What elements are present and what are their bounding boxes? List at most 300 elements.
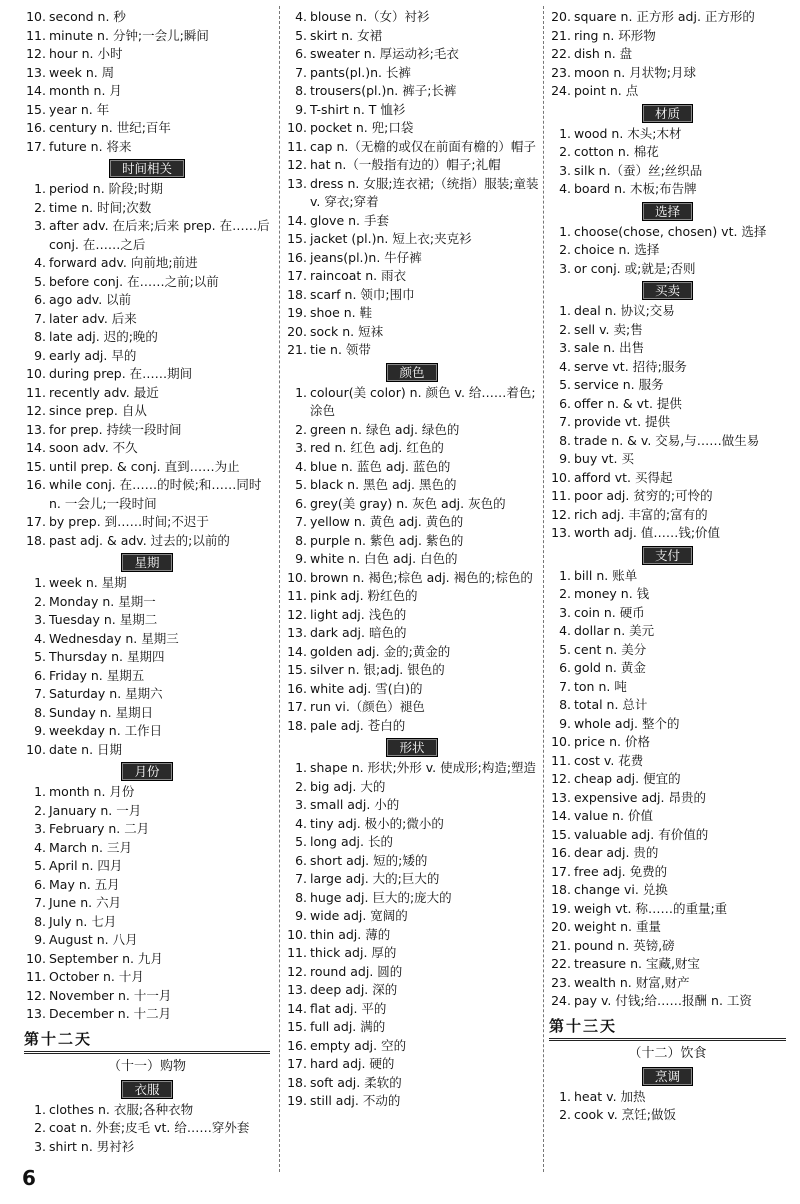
- vocab-entry: [285, 550, 539, 569]
- entry-number: 4.: [559, 623, 571, 638]
- entry-text: weekday n. 工作日: [49, 723, 163, 738]
- entry-number: 15.: [287, 231, 307, 246]
- entry-text: past adj. & adv. 过去的;以前的: [49, 532, 230, 548]
- vocab-entry: [549, 918, 786, 937]
- vocab-entry: [549, 974, 786, 993]
- entry-text: Sunday n. 星期日: [49, 704, 154, 720]
- vocab-entry: [549, 339, 786, 358]
- entry-number: 3.: [559, 162, 571, 178]
- section-header: [549, 280, 786, 300]
- entry-number: 14.: [287, 1000, 307, 1016]
- section-header: [285, 737, 539, 757]
- entry-text: afford vt. 买得起: [574, 469, 673, 485]
- entry-number: 18.: [287, 1074, 307, 1090]
- vocab-entry: [549, 807, 786, 826]
- entry-text: clothes n. 衣服;各种衣物: [49, 1101, 194, 1117]
- entry-text: square n. 正方形 adj. 正方形的: [574, 9, 755, 24]
- vocab-entry: [285, 230, 539, 249]
- entry-number: 10.: [26, 9, 46, 24]
- vocab-entry: [549, 180, 786, 199]
- entry-number: 12.: [287, 606, 307, 622]
- vocab-entry: [285, 759, 539, 778]
- entry-number: 2.: [559, 321, 571, 337]
- entry-text: wood n. 木头;木材: [574, 125, 682, 141]
- entry-number: 4.: [34, 839, 46, 855]
- vocab-entry: [285, 963, 539, 982]
- entry-text: sale n. 出售: [574, 340, 645, 355]
- section-header: [285, 362, 539, 382]
- entry-number: 2.: [559, 144, 571, 159]
- entry-text: by prep. 到……时间;不迟于: [49, 514, 209, 529]
- entry-number: 16.: [287, 1037, 307, 1053]
- vocab-entry: [549, 321, 786, 340]
- entry-number: 11.: [26, 27, 46, 43]
- entry-text: ago adv. 以前: [49, 292, 132, 307]
- vocab-entry: [549, 302, 786, 321]
- entry-text: light adj. 浅色的: [310, 606, 407, 622]
- vocab-entry: [24, 987, 270, 1006]
- vocab-entry: [285, 286, 539, 305]
- entry-text: pants(pl.)n. 长裤: [310, 64, 411, 80]
- vocab-entry: [549, 992, 786, 1011]
- entry-number: 13.: [287, 175, 307, 191]
- entry-number: 6.: [34, 876, 46, 892]
- vocab-entry: [285, 45, 539, 64]
- entry-number: 15.: [287, 662, 307, 677]
- entry-text: recently adv. 最近: [49, 384, 159, 400]
- vocab-entry: [24, 913, 270, 932]
- entry-text: date n. 日期: [49, 741, 123, 757]
- entry-number: 1.: [559, 1088, 571, 1104]
- section-header-label: 烹调: [642, 1067, 693, 1086]
- entry-text: bill n. 账单: [574, 567, 638, 583]
- vocab-entry: [285, 267, 539, 286]
- entry-number: 4.: [559, 358, 571, 374]
- vocab-entry: [549, 715, 786, 734]
- vocab-entry: [549, 622, 786, 641]
- vocab-entry: [24, 254, 270, 273]
- vocab-entry: [24, 820, 270, 839]
- entry-text: trade n. & v. 交易,与……做生易: [574, 432, 760, 448]
- entry-number: 9.: [34, 932, 46, 947]
- vocab-entry: [549, 733, 786, 752]
- column-divider: [543, 6, 544, 1172]
- entry-number: 13.: [287, 982, 307, 997]
- entry-text: whole adj. 整个的: [574, 715, 680, 731]
- entry-text: brown n. 褐色;棕色 adj. 褐色的;棕色的: [310, 569, 533, 585]
- entry-text: free adj. 免费的: [574, 863, 668, 879]
- entry-text: silver n. 银;adj. 银色的: [310, 662, 445, 677]
- vocab-entry: [285, 304, 539, 323]
- vocab-entry: [285, 698, 539, 717]
- day-heading: 第十三天: [549, 1013, 786, 1041]
- entry-number: 9.: [559, 451, 571, 466]
- entry-number: 2.: [34, 1120, 46, 1135]
- entry-number: 3.: [34, 218, 46, 233]
- vocab-entry: [24, 802, 270, 821]
- entry-number: 2.: [559, 586, 571, 601]
- vocab-entry: [285, 1055, 539, 1074]
- entry-number: 21.: [551, 27, 571, 43]
- entry-number: 11.: [26, 384, 46, 400]
- vocab-entry: [549, 82, 786, 101]
- entry-number: 10.: [287, 926, 307, 942]
- vocab-entry: [285, 643, 539, 662]
- entry-text: board n. 木板;布告牌: [574, 181, 697, 196]
- entry-number: 1.: [559, 223, 571, 239]
- entry-number: 18.: [287, 286, 307, 302]
- entry-text: red n. 红色 adj. 红色的: [310, 440, 444, 455]
- vocab-entry: [549, 659, 786, 678]
- vocab-entry: [24, 1101, 270, 1120]
- section-header: [24, 1079, 270, 1099]
- entry-number: 8.: [295, 889, 307, 905]
- entry-text: heat v. 加热: [574, 1088, 646, 1104]
- entry-number: 8.: [295, 532, 307, 548]
- entry-number: 1.: [559, 125, 571, 141]
- vocab-entry: [549, 413, 786, 432]
- entry-text: T-shirt n. T 恤衫: [310, 101, 406, 117]
- entry-number: 9.: [295, 908, 307, 923]
- entry-number: 19.: [287, 1093, 307, 1108]
- entry-text: month n. 月份: [49, 784, 135, 799]
- vocab-entry: [285, 796, 539, 815]
- vocab-entry: [285, 341, 539, 360]
- vocab-entry: [24, 611, 270, 630]
- entry-number: 2.: [34, 802, 46, 818]
- entry-number: 14.: [551, 808, 571, 823]
- entry-text: March n. 三月: [49, 839, 132, 855]
- entry-number: 17.: [26, 514, 46, 529]
- entry-number: 12.: [26, 987, 46, 1003]
- entry-number: 6.: [559, 395, 571, 411]
- section-header-label: 形状: [386, 738, 437, 757]
- entry-number: 16.: [287, 680, 307, 696]
- vocab-entry: [24, 741, 270, 760]
- entry-text: late adj. 迟的;晚的: [49, 329, 158, 344]
- entry-number: 3.: [34, 1138, 46, 1154]
- vocab-entry: [24, 27, 270, 46]
- vocab-entry: [24, 931, 270, 950]
- entry-number: 24.: [551, 83, 571, 98]
- entry-text: expensive adj. 昂贵的: [574, 789, 706, 805]
- vocab-entry: [285, 249, 539, 268]
- day-heading: 第十二天: [24, 1026, 270, 1054]
- entry-text: forward adv. 向前地;前进: [49, 255, 198, 270]
- vocab-entry: [24, 119, 270, 138]
- entry-number: 6.: [295, 46, 307, 61]
- section-header-label: 时间相关: [109, 159, 185, 178]
- entry-text: thick adj. 厚的: [310, 945, 397, 960]
- entry-number: 1.: [559, 303, 571, 318]
- section-header: [549, 1066, 786, 1086]
- entry-number: 23.: [551, 64, 571, 80]
- entry-number: 18.: [26, 532, 46, 548]
- entry-text: sell v. 卖;售: [574, 321, 643, 337]
- vocab-entry: [24, 593, 270, 612]
- entry-number: 7.: [34, 895, 46, 910]
- entry-text: serve vt. 招待;服务: [574, 358, 687, 374]
- entry-text: sock n. 短袜: [310, 323, 384, 339]
- entry-text: for prep. 持续一段时间: [49, 421, 182, 437]
- entry-number: 10.: [26, 366, 46, 381]
- entry-number: 1.: [34, 181, 46, 196]
- vocab-entry: [24, 839, 270, 858]
- entry-number: 13.: [26, 64, 46, 80]
- vocab-entry: [549, 162, 786, 181]
- entry-text: total n. 总计: [574, 697, 648, 712]
- entry-text: Monday n. 星期一: [49, 593, 156, 609]
- entry-number: 5.: [559, 641, 571, 657]
- vocab-entry: [24, 704, 270, 723]
- entry-number: 7.: [295, 871, 307, 886]
- entry-number: 8.: [295, 83, 307, 98]
- entry-text: week n. 星期: [49, 575, 127, 590]
- section-header: [24, 761, 270, 781]
- vocab-entry: [549, 678, 786, 697]
- vocab-entry: [549, 844, 786, 863]
- vocab-entry: [549, 260, 786, 279]
- entry-text: hat n.（一般指有边的）帽子;礼帽: [310, 157, 501, 172]
- column-divider: [279, 6, 280, 1172]
- vocab-entry: [24, 138, 270, 157]
- entry-number: 13.: [551, 789, 571, 805]
- entry-number: 12.: [551, 506, 571, 522]
- entry-number: 16.: [26, 120, 46, 135]
- section-header: [549, 201, 786, 221]
- entry-text: dear adj. 贵的: [574, 845, 659, 860]
- vocab-entry: [549, 450, 786, 469]
- entry-text: change vi. 兑换: [574, 882, 668, 897]
- entry-text: green n. 绿色 adj. 绿色的: [310, 421, 460, 437]
- entry-text: second n. 秒: [49, 9, 126, 24]
- vocab-entry: [24, 1138, 270, 1157]
- entry-text: round adj. 圆的: [310, 963, 403, 979]
- entry-text: small adj. 小的: [310, 797, 400, 812]
- vocab-entry: [24, 630, 270, 649]
- vocab-entry: [24, 1119, 270, 1138]
- entry-number: 15.: [26, 101, 46, 117]
- entry-number: 21.: [287, 342, 307, 357]
- vocab-entry: [285, 476, 539, 495]
- entry-text: pocket n. 兜;口袋: [310, 120, 414, 135]
- entry-number: 9.: [559, 715, 571, 731]
- entry-text: tie n. 领带: [310, 342, 371, 357]
- section-header-label: 材质: [642, 104, 693, 123]
- vocab-entry: [549, 8, 786, 27]
- entry-number: 10.: [551, 734, 571, 749]
- entry-text: huge adj. 巨大的;庞大的: [310, 889, 452, 905]
- entry-text: hard adj. 硬的: [310, 1056, 395, 1071]
- vocab-entry: [285, 101, 539, 120]
- entry-number: 1.: [295, 760, 307, 775]
- vocab-entry: [24, 384, 270, 403]
- vocab-entry: [285, 1074, 539, 1093]
- vocab-entry: [24, 180, 270, 199]
- entry-text: dark adj. 暗色的: [310, 625, 407, 640]
- vocab-entry: [24, 950, 270, 969]
- entry-number: 9.: [295, 551, 307, 566]
- vocab-entry: [24, 648, 270, 667]
- entry-text: since prep. 自从: [49, 403, 147, 418]
- vocab-entry: [285, 212, 539, 231]
- entry-number: 1.: [34, 1101, 46, 1117]
- entry-number: 5.: [34, 273, 46, 289]
- section-header: [24, 552, 270, 572]
- entry-number: 5.: [295, 27, 307, 43]
- entry-number: 17.: [287, 699, 307, 714]
- entry-text: white adj. 雪(白)的: [310, 680, 423, 696]
- vocab-entry: [549, 125, 786, 144]
- vocab-entry: [549, 64, 786, 83]
- vocab-entry: [285, 119, 539, 138]
- entry-number: 1.: [559, 567, 571, 583]
- entry-number: 9.: [34, 347, 46, 363]
- entry-number: 23.: [551, 974, 571, 990]
- entry-text: colour(美 color) n. 颜色 v. 给……着色;涂色: [310, 384, 536, 418]
- entry-text: shoe n. 鞋: [310, 305, 373, 320]
- entry-number: 6.: [295, 495, 307, 511]
- entry-number: 10.: [287, 569, 307, 585]
- vocab-entry: [285, 717, 539, 736]
- entry-text: blue n. 蓝色 adj. 蓝色的: [310, 458, 451, 474]
- entry-text: purple n. 紫色 adj. 紫色的: [310, 532, 464, 548]
- entry-number: 3.: [34, 821, 46, 836]
- entry-number: 11.: [551, 752, 571, 768]
- vocab-entry: [285, 82, 539, 101]
- vocab-entry: [285, 439, 539, 458]
- entry-number: 9.: [295, 101, 307, 117]
- column-1: [24, 8, 270, 1156]
- entry-number: 8.: [559, 697, 571, 712]
- entry-number: 18.: [551, 882, 571, 897]
- entry-number: 12.: [26, 403, 46, 418]
- vocab-entry: [285, 27, 539, 46]
- entry-number: 15.: [26, 458, 46, 474]
- entry-text: Thursday n. 星期四: [49, 649, 165, 664]
- entry-number: 10.: [26, 741, 46, 757]
- entry-number: 16.: [287, 249, 307, 265]
- entry-text: hour n. 小时: [49, 46, 123, 61]
- vocab-entry: [549, 955, 786, 974]
- vocab-entry: [24, 310, 270, 329]
- entry-number: 2.: [34, 199, 46, 215]
- section-header: [24, 158, 270, 178]
- entry-text: minute n. 分钟;一会儿;瞬间: [49, 27, 209, 43]
- vocab-entry: [549, 1106, 786, 1125]
- entry-text: dress n. 女服;连衣裙;（统指）服装;童装 v. 穿衣;穿着: [310, 175, 539, 209]
- vocab-entry: [285, 1092, 539, 1111]
- entry-number: 17.: [26, 138, 46, 154]
- entry-number: 19.: [551, 900, 571, 916]
- entry-text: dollar n. 美元: [574, 623, 655, 638]
- entry-text: moon n. 月状物;月球: [574, 64, 696, 80]
- entry-text: scarf n. 领巾;围巾: [310, 286, 415, 302]
- vocab-entry: [285, 421, 539, 440]
- entry-text: pink adj. 粉红色的: [310, 588, 418, 603]
- entry-text: cheap adj. 便宜的: [574, 771, 681, 786]
- entry-text: short adj. 短的;矮的: [310, 852, 428, 868]
- vocab-entry: [549, 432, 786, 451]
- entry-number: 11.: [287, 588, 307, 603]
- vocab-entry: [24, 857, 270, 876]
- entry-text: choice n. 选择: [574, 242, 660, 257]
- vocab-entry: [24, 894, 270, 913]
- entry-number: 5.: [559, 377, 571, 392]
- vocab-entry: [285, 1037, 539, 1056]
- entry-text: August n. 八月: [49, 932, 138, 947]
- entry-number: 24.: [551, 993, 571, 1008]
- entry-number: 15.: [551, 826, 571, 842]
- vocab-entry: [285, 1000, 539, 1019]
- vocab-entry: [24, 458, 270, 477]
- vocab-entry: [549, 752, 786, 771]
- entry-text: until prep. & conj. 直到……为止: [49, 458, 240, 474]
- entry-text: cotton n. 棉花: [574, 144, 659, 159]
- entry-number: 2.: [559, 242, 571, 257]
- entry-number: 5.: [295, 477, 307, 492]
- entry-number: 4.: [295, 815, 307, 831]
- entry-text: large adj. 大的;巨大的: [310, 871, 440, 886]
- vocab-entry: [549, 358, 786, 377]
- entry-text: deal n. 协议;交易: [574, 303, 675, 318]
- entry-number: 15.: [287, 1019, 307, 1034]
- entry-number: 14.: [287, 643, 307, 659]
- vocab-entry: [549, 881, 786, 900]
- entry-number: 20.: [551, 9, 571, 24]
- entry-text: silk n.（蚕）丝;丝织品: [574, 162, 703, 178]
- vocab-entry: [285, 532, 539, 551]
- vocab-entry: [24, 667, 270, 686]
- vocab-entry: [24, 64, 270, 83]
- entry-number: 1.: [34, 575, 46, 590]
- entry-text: wealth n. 财富,财产: [574, 974, 690, 990]
- vocab-entry: [285, 8, 539, 27]
- entry-number: 13.: [551, 525, 571, 540]
- entry-text: trousers(pl.)n. 裤子;长裤: [310, 83, 457, 98]
- entry-number: 11.: [287, 138, 307, 154]
- vocab-entry: [24, 8, 270, 27]
- vocab-entry: [549, 863, 786, 882]
- vocab-entry: [24, 273, 270, 292]
- entry-number: 2.: [34, 593, 46, 609]
- vocab-entry: [285, 680, 539, 699]
- vocab-entry: [285, 513, 539, 532]
- entry-text: provide vt. 提供: [574, 414, 671, 429]
- vocab-entry: [24, 101, 270, 120]
- entry-text: century n. 世纪;百年: [49, 120, 171, 135]
- vocab-entry: [549, 223, 786, 242]
- entry-number: 9.: [34, 723, 46, 738]
- entry-text: July n. 七月: [49, 913, 117, 929]
- vocab-entry: [549, 395, 786, 414]
- entry-text: year n. 年: [49, 101, 110, 117]
- vocab-entry: [549, 143, 786, 162]
- vocab-entry: [24, 217, 270, 254]
- vocab-entry: [24, 365, 270, 384]
- vocab-entry: [285, 833, 539, 852]
- entry-text: Friday n. 星期五: [49, 667, 145, 683]
- entry-number: 3.: [559, 340, 571, 355]
- entry-text: pay v. 付钱;给……报酬 n. 工资: [574, 993, 752, 1008]
- vocab-entry: [285, 907, 539, 926]
- vocab-entry: [549, 826, 786, 845]
- entry-number: 6.: [34, 292, 46, 307]
- entry-text: pale adj. 苍白的: [310, 717, 406, 733]
- entry-text: choose(chose, chosen) vt. 选择: [574, 223, 767, 239]
- vocab-entry: [549, 604, 786, 623]
- vocab-entry: [24, 402, 270, 421]
